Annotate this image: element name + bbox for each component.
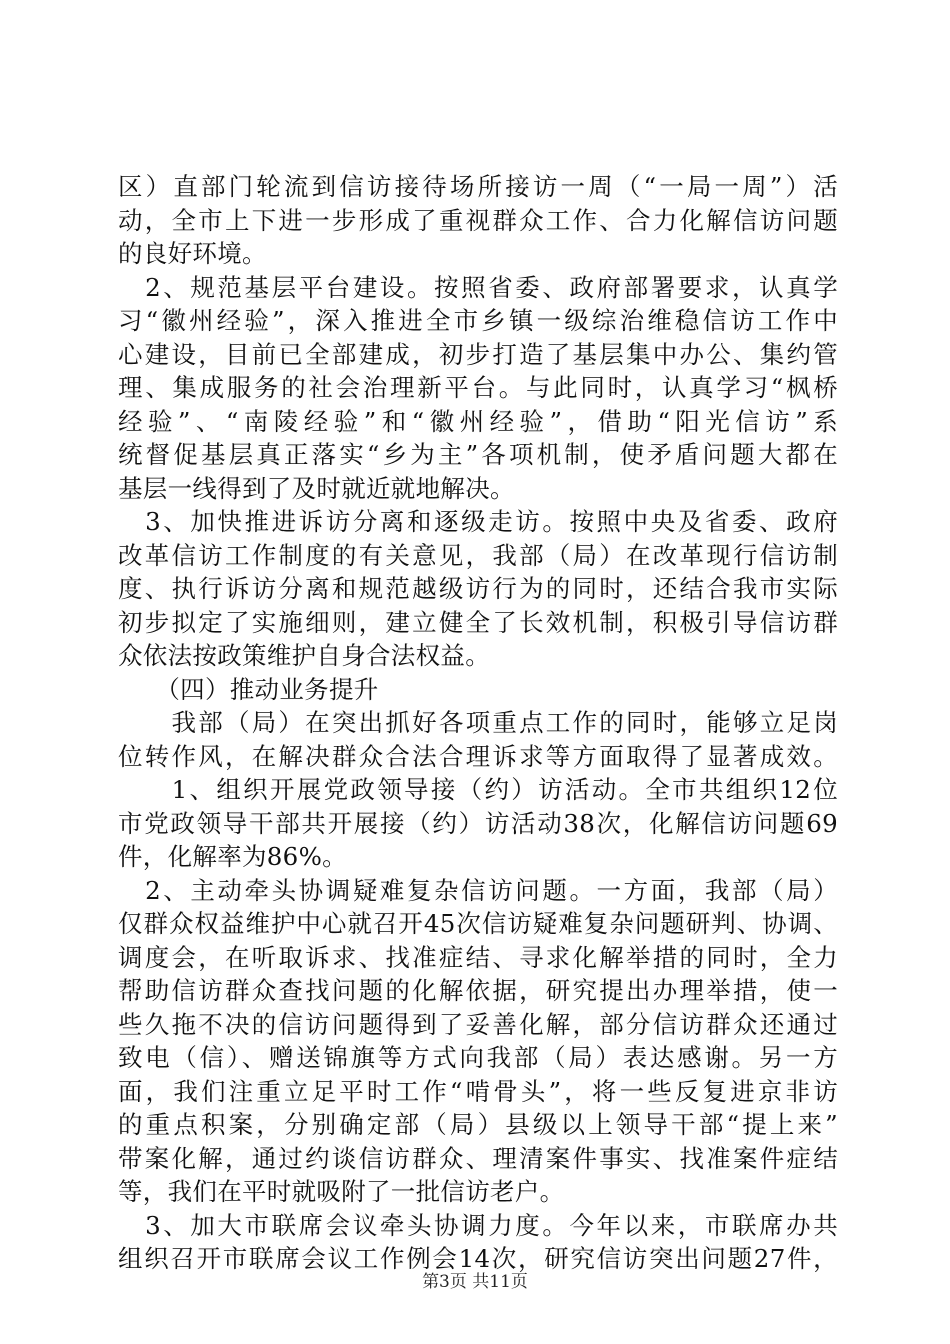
- text-line: 位转作风，在解决群众合法合理诉求等方面取得了显著成效。: [118, 741, 838, 771]
- section-heading: （四）推动业务提升: [118, 674, 379, 704]
- text-line: 我部（局）在突出抓好各项重点工作的同时，能够立足岗: [118, 708, 838, 737]
- text-line: 众依法按政策维护自身合法权益。: [118, 641, 490, 670]
- text-line: 1、组织开展党政领导接（约）访活动。全市共组织12位: [118, 775, 838, 804]
- text-line: 的重点积案，分别确定部（局）县级以上领导干部“提上来”: [118, 1110, 838, 1139]
- text-line: 仅群众权益维护中心就召开45次信访疑难复杂问题研判、协调、: [118, 909, 838, 938]
- text-line: 初步拟定了实施细则，建立健全了长效机制，积极引导信访群: [118, 607, 838, 637]
- text-line: 2、主动牵头协调疑难复杂信访问题。一方面，我部（局）: [118, 875, 838, 905]
- text-line: 市党政领导干部共开展接（约）访活动38次，化解信访问题69: [118, 808, 838, 838]
- text-line: 习“徽州经验”，深入推进全市乡镇一级综治维稳信访工作中: [118, 306, 838, 335]
- text-line: 组织召开市联席会议工作例会14次，研究信访突出问题27件，: [118, 1244, 838, 1273]
- text-line: 理、集成服务的社会治理新平台。与此同时，认真学习“枫桥: [118, 373, 838, 402]
- text-line: 统督促基层真正落实“乡为主”各项机制，使矛盾问题大都在: [118, 440, 838, 469]
- text-line: 2、规范基层平台建设。按照省委、政府部署要求，认真学: [118, 272, 838, 302]
- text-line: 面，我们注重立足平时工作“啃骨头”，将一些反复进京非访: [118, 1076, 838, 1106]
- text-line: 动，全市上下进一步形成了重视群众工作、合力化解信访问题: [118, 205, 838, 235]
- text-line: 调度会，在听取诉求、找准症结、寻求化解举措的同时，全力: [118, 942, 838, 972]
- text-line: 经验”、“南陵经验”和“徽州经验”，借助“阳光信访”系: [118, 406, 838, 436]
- text-line: 改革信访工作制度的有关意见，我部（局）在改革现行信访制: [118, 540, 838, 570]
- text-line: 致电（信）、赠送锦旗等方式向我部（局）表达感谢。另一方: [118, 1043, 838, 1072]
- text-line: 件，化解率为86%。: [118, 842, 347, 871]
- text-line: 带案化解，通过约谈信访群众、理清案件事实、找准案件症结: [118, 1143, 838, 1173]
- text-line: 区）直部门轮流到信访接待场所接访一周（“一局一周”）活: [118, 172, 838, 201]
- text-line: 等，我们在平时就吸附了一批信访老户。: [118, 1177, 565, 1206]
- text-line: 的良好环境。: [118, 239, 267, 268]
- text-line: 心建设，目前已全部建成，初步打造了基层集中办公、集约管: [118, 339, 838, 369]
- text-line: 度、执行诉访分离和规范越级访行为的同时，还结合我市实际: [118, 574, 838, 603]
- page-footer: 第3页 共11页: [422, 1272, 528, 1292]
- text-line: 些久拖不决的信访问题得到了妥善化解，部分信访群众还通过: [118, 1009, 838, 1039]
- text-line: 基层一线得到了及时就近就地解决。: [118, 473, 515, 503]
- text-line: 3、加大市联席会议牵头协调力度。今年以来，市联席办共: [118, 1210, 838, 1240]
- text-line: 3、加快推进诉访分离和逐级走访。按照中央及省委、政府: [118, 507, 838, 536]
- text-line: 帮助信访群众查找问题的化解依据，研究提出办理举措，使一: [118, 976, 838, 1005]
